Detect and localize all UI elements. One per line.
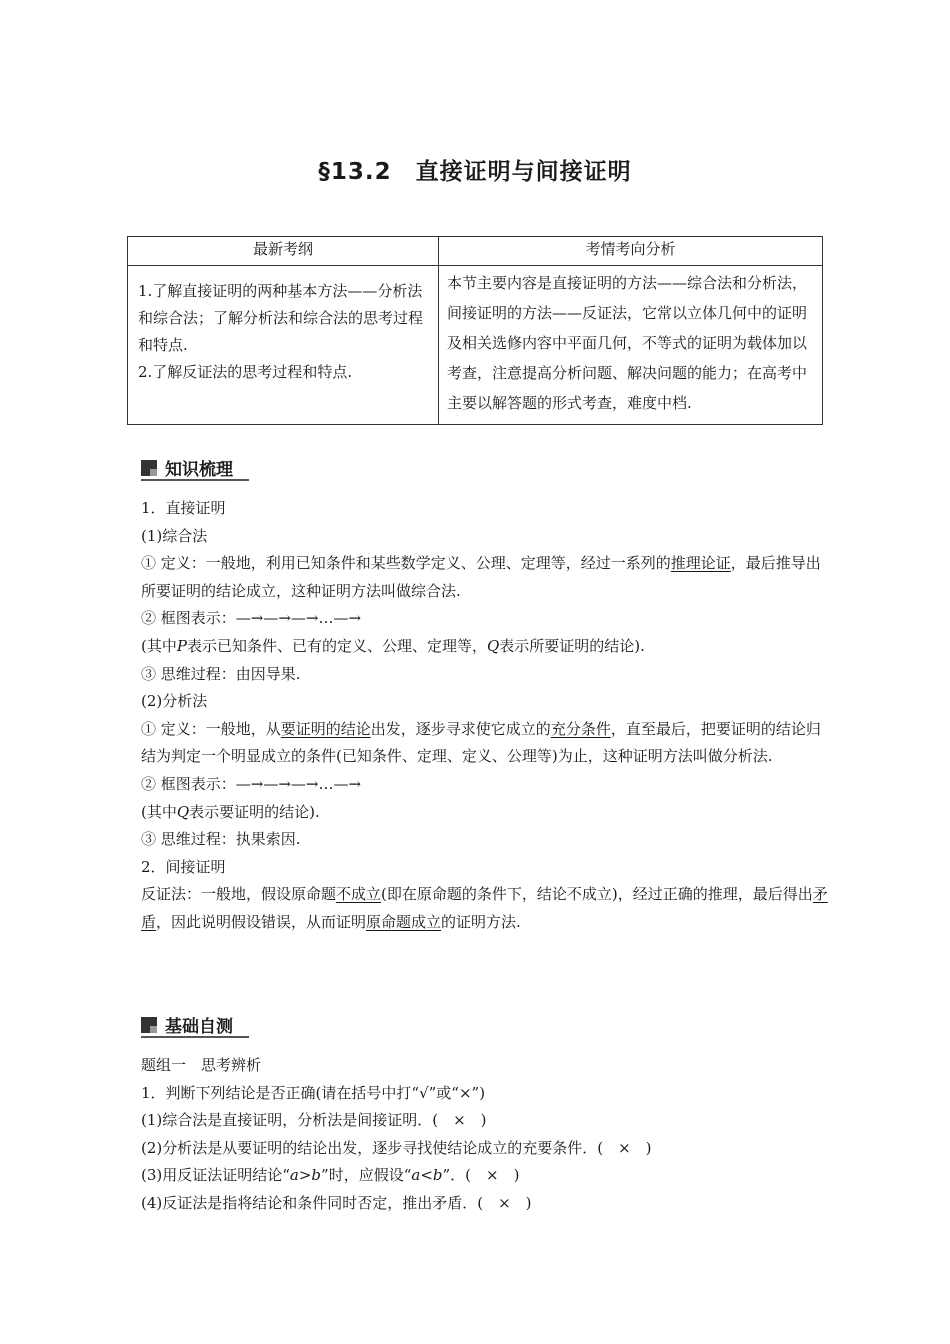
blank-answer: 原命题成立: [366, 912, 442, 931]
table-header-analysis: 考情考向分析: [439, 237, 823, 266]
blank-answer: 充分条件: [550, 719, 611, 738]
paragraph: [141, 633, 831, 661]
blank-answer: 推理论证: [670, 554, 731, 573]
question-item: [141, 1162, 831, 1190]
paragraph: (1)综合法: [141, 526, 208, 545]
text: 的证明方法.: [441, 912, 521, 931]
text: 表示已知条件、已有的定义、公理、定理等，: [186, 636, 487, 655]
text: ① 定义：一般地，从: [141, 719, 281, 738]
analysis-cell: 本节主要内容是直接证明的方法——综合法和分析法，间接证明的方法——反证法，它常以立体几何中的证明及相关选修内容中平面几何，不等式的证明为载体加以考查，注意提高分析问题、解决问题的能力；在高考中主要以解答题的形式考查，难度中档.: [439, 266, 823, 425]
paragraph: ② 框图表示：—→—→—→…—→: [141, 774, 362, 793]
paragraph: (2)分析法: [141, 692, 208, 711]
math-variable: Q: [486, 636, 500, 655]
text: ① 定义：一般地，利用已知条件和某些数学定义、公理、定理等，经过一系列的: [141, 554, 671, 573]
paragraph: ③ 思维过程：执果索因.: [141, 830, 301, 849]
text: ”．( × ): [442, 1166, 520, 1185]
text: (即在原命题的条件下，结论不成立)，经过正确的推理，最后得出: [381, 885, 813, 904]
text: ，最后推导出所要证明的结论成立，这种证明方法叫做综合法.: [141, 554, 821, 600]
heading-underline: [141, 479, 249, 481]
table-header-outline: 最新考纲: [128, 237, 439, 266]
blank-answer: 矛盾: [141, 885, 828, 931]
paragraph: [141, 550, 831, 605]
section-heading-knowledge: [141, 455, 233, 480]
page-title: §13.2 直接证明与间接证明: [318, 159, 632, 185]
math-expression: a<b: [411, 1166, 443, 1185]
outline-cell: [128, 266, 439, 425]
section-heading-text: 知识梳理: [165, 460, 233, 480]
heading-underline: [141, 1036, 249, 1038]
section-square-icon: [141, 1017, 157, 1033]
question-item: (1)综合法是直接证明，分析法是间接证明．( × ): [141, 1111, 487, 1130]
outline-item-2: 2.了解反证法的思考过程和特点.: [138, 363, 353, 381]
paragraph: [141, 716, 831, 771]
text: 出发，逐步寻求使它成立的: [370, 719, 551, 738]
paragraph: 2．间接证明: [141, 857, 226, 876]
text: ”时，应假设“: [321, 1166, 412, 1185]
text: (3)用反证法证明结论“: [141, 1166, 290, 1185]
paragraph: [141, 881, 831, 936]
section-heading-self-test: [141, 1012, 233, 1037]
math-expression: a>b: [289, 1166, 322, 1185]
text: 反证法：一般地，假设原命题: [141, 885, 337, 904]
text: ，直至最后，把要证明的结论归结为判定一个明显成立的条件(已知条件、定理、定义、公理等)为止，这种证明方法叫做分析法.: [141, 719, 821, 766]
question-item: (4)反证法是指将结论和条件同时否定，推出矛盾．( × ): [141, 1193, 532, 1212]
section-heading-text: 基础自测: [165, 1017, 233, 1037]
section-square-icon: [141, 460, 157, 476]
math-variable: Q: [176, 802, 190, 821]
text: 表示所要证明的结论).: [499, 636, 645, 655]
outline-table: [127, 236, 823, 425]
paragraph: ② 框图表示：—→—→—→…—→: [141, 609, 362, 628]
text: (其中: [141, 636, 177, 655]
blank-answer: 不成立: [336, 885, 382, 904]
question: 1．判断下列结论是否正确(请在括号中打“√”或“×”): [141, 1083, 486, 1102]
paragraph: [141, 799, 831, 827]
text: (其中: [141, 802, 177, 821]
paragraph: ③ 思维过程：由因导果.: [141, 664, 301, 683]
blank-answer: 要证明的结论: [280, 719, 371, 738]
self-test-body: [141, 1052, 831, 1218]
text: ，因此说明假设错误，从而证明: [156, 912, 367, 931]
math-variable: P: [176, 636, 187, 655]
question-item: (2)分析法是从要证明的结论出发，逐步寻找使结论成立的充要条件．( × ): [141, 1138, 652, 1157]
knowledge-body: [141, 495, 831, 937]
outline-item-1: 1.了解直接证明的两种基本方法——分析法和综合法；了解分析法和综合法的思考过程和特点.: [138, 282, 424, 354]
text: 表示要证明的结论).: [189, 802, 320, 821]
question-group: 题组一 思考辨析: [141, 1056, 262, 1074]
paragraph: 1．直接证明: [141, 499, 226, 517]
